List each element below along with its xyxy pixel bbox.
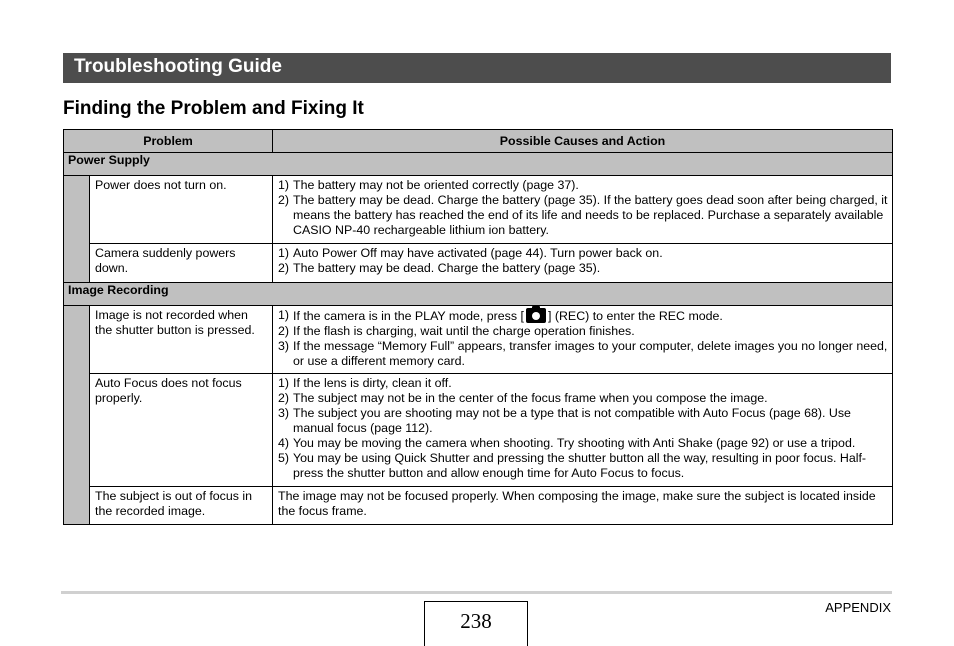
cause-item: 1) If the camera is in the PLAY mode, press [ ] (REC) to enter the REC mode. [278,308,723,323]
causes-list [278,376,888,481]
footer-divider [61,591,892,594]
table-row [64,244,893,283]
table-row [64,176,893,244]
causes-list [278,308,888,369]
causes-list [278,246,888,276]
cause-item: 2) The battery may be dead. Charge the battery (page 35). [278,261,601,275]
cause-item: 5) You may be using Quick Shutter and pressing the shutter button all the way, resulting in poor focus. Half-press the shutter button and allow enough time for Auto Focus to focus. [278,451,867,480]
section-label: Power Supply [64,153,893,176]
section-row-power-supply [64,153,893,176]
causes-list [278,178,888,238]
column-header-problem: Problem [64,130,273,153]
problem-cell: Image is not recorded when the shutter button is pressed. [90,306,273,374]
action-cell [273,374,893,487]
page-number: 238 [424,601,528,646]
table-header-row [64,130,893,153]
cause-item: 2) If the flash is charging, wait until the charge operation finishes. [278,324,635,338]
action-cell: The image may not be focused properly. When composing the image, make sure the subject is located inside the focus frame. [273,487,893,525]
action-cell [273,244,893,283]
cause-item: 2) The battery may be dead. Charge the battery (page 35). If the battery goes dead soon after being charged, it means the battery has reached the end of its life and needs to be replaced. Purchase a separately available CASIO NP-40 rechargeable lithium ion battery. [278,193,888,237]
table-row [64,306,893,374]
table-row [64,487,893,525]
problem-cell: Camera suddenly powers down. [90,244,273,283]
cause-item: 2) The subject may not be in the center of the focus frame when you compose the image. [278,391,768,405]
camera-icon [526,308,546,323]
cause-item: 3) If the message “Memory Full” appears, transfer images to your computer, delete images you no longer need, or use a different memory card. [278,339,888,368]
cause-item: 4) You may be moving the camera when shooting. Try shooting with Anti Shake (page 92) or use a tripod. [278,436,856,450]
cause-item: 1) Auto Power Off may have activated (page 44). Turn power back on. [278,246,663,260]
section-side-cell [64,306,90,525]
problem-cell: The subject is out of focus in the recorded image. [90,487,273,525]
section-side-cell [64,176,90,283]
cause-item: 1) The battery may not be oriented correctly (page 37). [278,178,579,192]
footer-section-label: APPENDIX [825,600,891,615]
action-cell [273,306,893,374]
troubleshooting-table [63,129,893,525]
column-header-action: Possible Causes and Action [273,130,893,153]
action-cell [273,176,893,244]
page-title: Finding the Problem and Fixing It [63,98,364,119]
table-row [64,374,893,487]
section-label: Image Recording [64,283,893,306]
section-row-image-recording [64,283,893,306]
problem-cell: Power does not turn on. [90,176,273,244]
section-header-title: Troubleshooting Guide [74,56,282,77]
section-header-bar [63,53,891,83]
cause-item: 3) The subject you are shooting may not be a type that is not compatible with Auto Focus (page 68). Use manual focus (page 112). [278,406,851,435]
cause-item: 1) If the lens is dirty, clean it off. [278,376,452,390]
problem-cell: Auto Focus does not focus properly. [90,374,273,487]
